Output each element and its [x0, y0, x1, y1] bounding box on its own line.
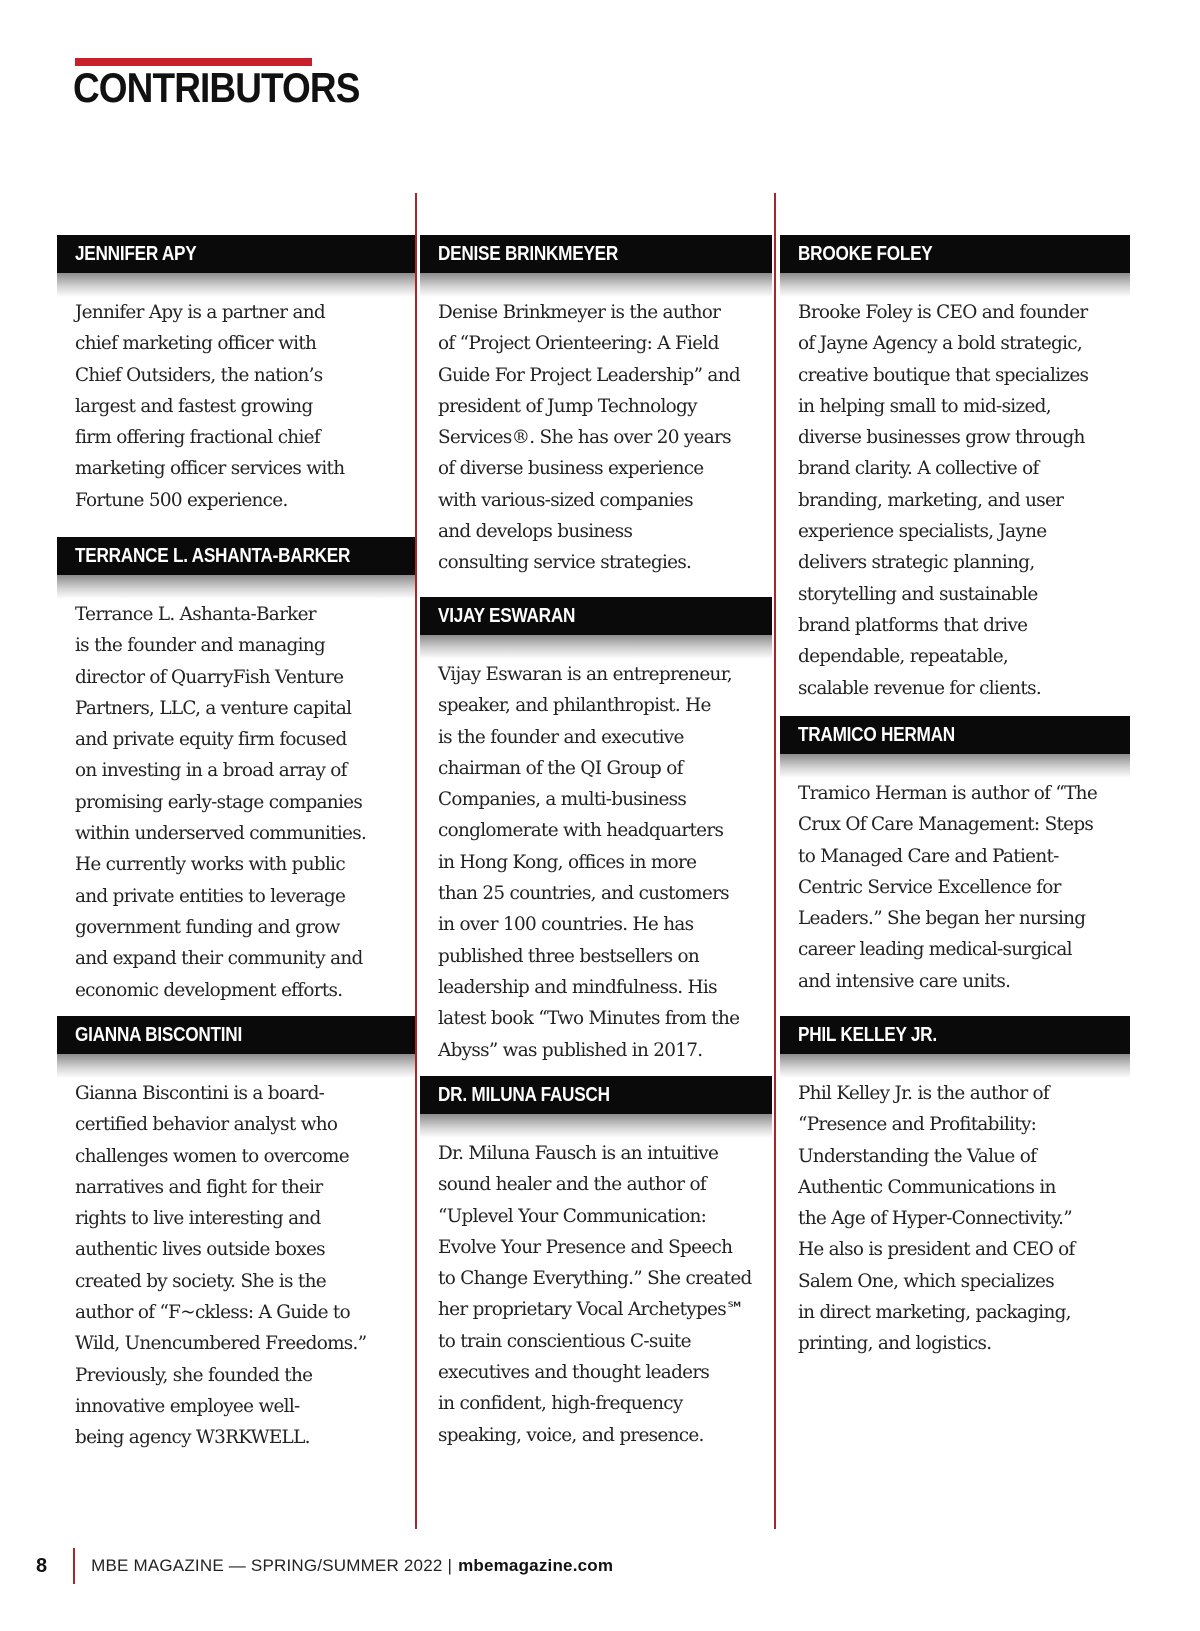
- contributor-entry: [57, 1016, 415, 1454]
- contributor-entry: [420, 1076, 772, 1451]
- contributor-name: DR. MILUNA FAUSCH: [438, 1084, 610, 1106]
- contributor-name-bar: [780, 1016, 1130, 1054]
- contributor-name-bar: [57, 1016, 415, 1054]
- page-number: 8: [36, 1554, 48, 1577]
- name-bar-shadow: [57, 1054, 415, 1078]
- contributor-bio: Brooke Foley is CEO and founder of Jayne Agency a bold strategic, creative boutique that specializes in helping small to mid-sized, diverse businesses grow through brand clarity. A collective of branding, marketing, and user experience specialists, Jayne delivers strategic planning, storytelling and sustainable brand platforms that drive dependable, repeatable, scalable revenue for clients.: [798, 302, 1089, 699]
- contributor-bio: Gianna Biscontini is a board- certified behavior analyst who challenges women to overcome narratives and fight for their rights to live interesting and authentic lives outside boxes created by society. She is the author of “F~ckless: A Guide to Wild, Unencumbered Freedoms.” Previously, she founded the innovative employee well- being agency W3RKWELL.: [75, 1083, 367, 1449]
- name-bar-shadow: [57, 575, 415, 599]
- contributor-name: VIJAY ESWARAN: [438, 605, 576, 627]
- footer-divider: [73, 1548, 75, 1584]
- contributor-name-bar: [420, 597, 772, 635]
- contributor-name: PHIL KELLEY JR.: [798, 1024, 937, 1046]
- contributor-name: DENISE BRINKMEYER: [438, 243, 619, 265]
- contributor-bio: Jennifer Apy is a partner and chief marketing officer with Chief Outsiders, the nation’s largest and fastest growing firm offering fractional chief marketing officer services with Fortune 500 experience.: [75, 302, 345, 511]
- column-divider: [415, 193, 417, 1529]
- contributor-bio: Vijay Eswaran is an entrepreneur, speaker, and philanthropist. He is the founder and executive chairman of the QI Group of Companies, a multi-business conglomerate with headquarters in Hong Kong, offices in more than 25 countries, and customers in over 100 countries. He has published three bestsellers on leadership and mindfulness. His latest book “Two Minutes from the Abyss” was published in 2017.: [438, 664, 740, 1061]
- contributor-entry: [57, 235, 415, 516]
- contributor-name: JENNIFER APY: [75, 243, 197, 265]
- page-title: CONTRIBUTORS: [73, 64, 360, 111]
- contributor-name-bar: [420, 1076, 772, 1114]
- contributor-bio: Terrance L. Ashanta-Barker is the founder and managing director of QuarryFish Venture Partners, LLC, a venture capital and private equity firm focused on investing in a broad array of promising early-stage companies within underserved communities. He currently works with public and private entities to leverage government funding and grow and expand their community and economic development efforts.: [75, 604, 367, 1001]
- contributor-entry: [780, 235, 1130, 704]
- contributor-name: TRAMICO HERMAN: [798, 724, 955, 746]
- contributor-entry: [780, 716, 1130, 997]
- contributor-name-bar: [780, 716, 1130, 754]
- contributor-name: TERRANCE L. ASHANTA-BARKER: [75, 545, 351, 567]
- column-divider: [774, 193, 776, 1529]
- contributor-bio: Denise Brinkmeyer is the author of “Project Orienteering: A Field Guide For Project Leadership” and president of Jump Technology Services®. She has over 20 years of diverse business experience with various-sized companies and develops business consulting service strategies.: [438, 302, 740, 574]
- name-bar-shadow: [780, 273, 1130, 297]
- contributor-name-bar: [420, 235, 772, 273]
- name-bar-shadow: [57, 273, 415, 297]
- name-bar-shadow: [780, 1054, 1130, 1078]
- contributor-name-bar: [57, 235, 415, 273]
- contributor-entry: [420, 235, 772, 579]
- name-bar-shadow: [420, 273, 772, 297]
- contributor-bio: Phil Kelley Jr. is the author of “Presence and Profitability: Understanding the Value of Authentic Communications in the Age of Hyper-Connectivity.” He also is president and CEO of Salem One, which specializes in direct marketing, packaging, printing, and logistics.: [798, 1083, 1075, 1355]
- name-bar-shadow: [420, 1114, 772, 1138]
- name-bar-shadow: [780, 754, 1130, 778]
- contributor-name-bar: [780, 235, 1130, 273]
- page-footer: [36, 1546, 613, 1586]
- contributor-entry: [57, 537, 415, 1006]
- footer-website-link[interactable]: mbemagazine.com: [458, 1556, 614, 1575]
- contributor-name: BROOKE FOLEY: [798, 243, 933, 265]
- contributor-name: GIANNA BISCONTINI: [75, 1024, 242, 1046]
- footer-publication: MBE MAGAZINE — SPRING/SUMMER 2022 |: [91, 1556, 453, 1575]
- contributor-bio: Tramico Herman is author of “The Crux Of Care Management: Steps to Managed Care and Patient- Centric Service Excellence for Leaders.” She began her nursing career leading medical-surgical and intensive care units.: [798, 783, 1098, 992]
- contributor-name-bar: [57, 537, 415, 575]
- contributor-bio: Dr. Miluna Fausch is an intuitive sound healer and the author of “Uplevel Your Communication: Evolve Your Presence and Speech to Change Everything.” She created her proprietary Vocal Archetypes℠ to train conscientious C-suite executives and thought leaders in confident, high-frequency speaking, voice, and presence.: [438, 1143, 752, 1446]
- contributor-entry: [780, 1016, 1130, 1360]
- contributor-entry: [420, 597, 772, 1066]
- name-bar-shadow: [420, 635, 772, 659]
